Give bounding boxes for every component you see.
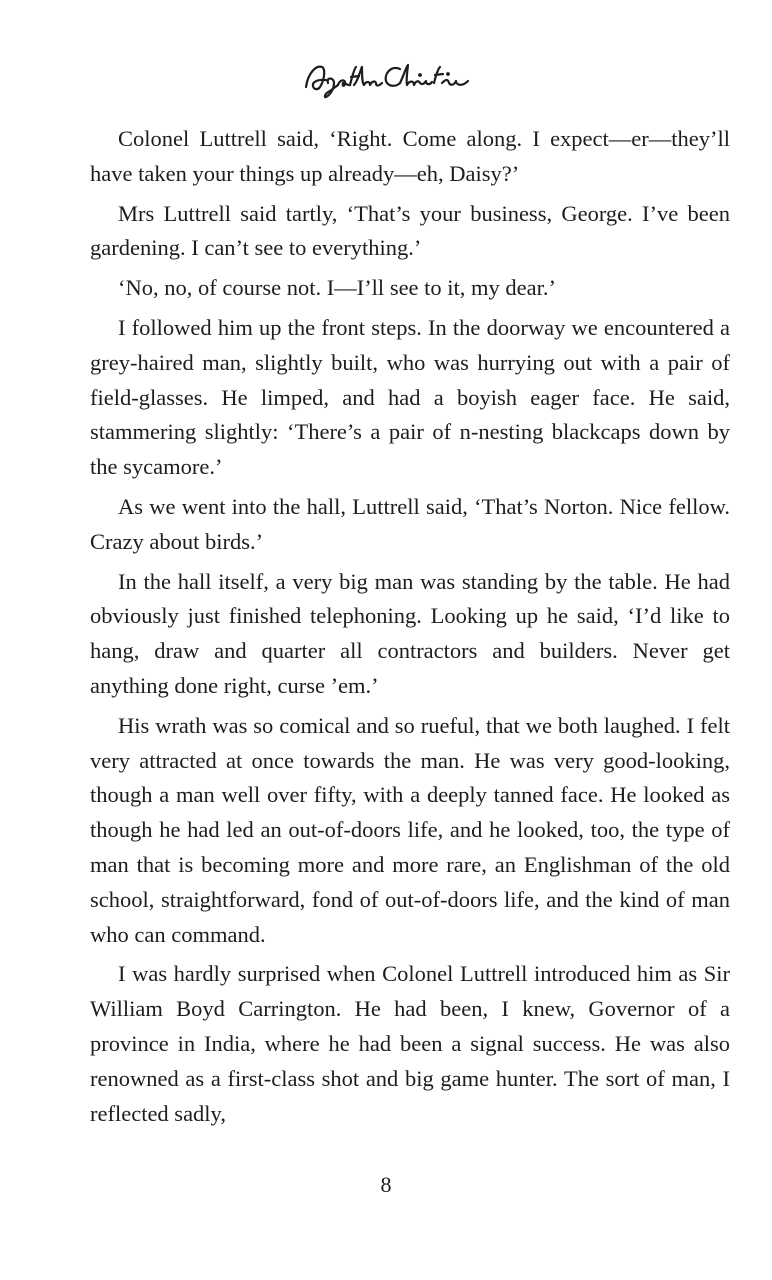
paragraph-6: In the hall itself, a very big man was standing by the table. He had obviously just finished telephoning. Looking up he said, ‘I’d like to hang, draw and quarter all contractors and builders. Never get anything done right, curse ’em.’ [90,568,730,698]
paragraph-5: As we went into the hall, Luttrell said, ‘That’s Norton. Nice fellow. Crazy about birds.’ [90,493,730,554]
paragraph-1: Colonel Luttrell said, ‘Right. Come along. I expect—er—they’ll have taken your things up already—eh, Daisy?’ [90,126,730,186]
paragraph-2: Mrs Luttrell said tartly, ‘That’s your business, George. I’ve been gardening. I can’t see to everything.’ [90,200,730,261]
page-number: 8 [380,1172,392,1197]
paragraph-3: ‘No, no, of course not. I—I’ll see to it, my dear.’ [118,275,557,301]
paragraph-4: I followed him up the front steps. In the doorway we encountered a grey-haired man, slightly built, who was hurrying out with a pair of field-glasses. He limped, and had a boyish eager face. He said, stammering slightly: ‘There’s a pair of n-nesting blackcaps down by the sycamore.’ [90,314,730,480]
signature-icon [296,53,476,103]
paragraph-8: I was hardly surprised when Colonel Luttrell introduced him as Sir William Boyd Carrington. He had been, I knew, Governor of a province in India, where he had been a signal success. He was also renowned as a first-class shot and big game hunter. The sort of man, I reflected sadly, [90,961,730,1126]
paragraph-7: His wrath was so comical and so rueful, that we both laughed. I felt very attracted at once towards the man. He was very good-looking, though a man well over fifty, with a deeply tanned face. He looked as though he had led an out-of-doors life, and he looked, too, the type of man that is becoming more and more rare, an Englishman of the old school, straightforward, fond of out-of-doors life, and the kind of man who can command. [90,712,730,947]
body-text [90,122,730,1136]
author-signature-logo [0,50,772,106]
